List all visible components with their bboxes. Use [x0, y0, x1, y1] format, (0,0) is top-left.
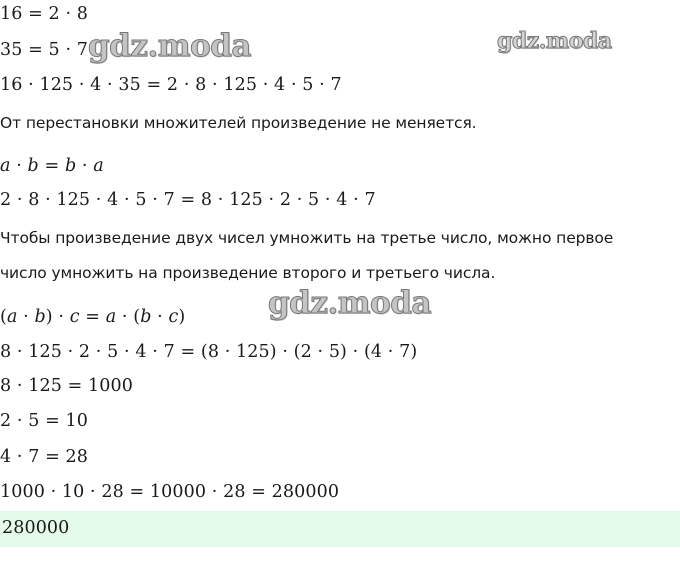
formula-associative: (a · b) · c = a · (b · c)	[0, 307, 186, 327]
equation-reorder: 2 · 8 · 125 · 4 · 5 · 7 = 8 · 125 · 2 · 5 · 4 · 7	[0, 190, 376, 210]
watermark-logo: gdz.moda	[268, 285, 431, 321]
rule-commutative: От перестановки множителей произведение не меняется.	[0, 114, 477, 132]
equation-28: 4 · 7 = 28	[0, 447, 89, 467]
equation-final: 1000 · 10 · 28 = 10000 · 28 = 280000	[0, 482, 340, 502]
watermark-logo: gdz.moda	[88, 28, 251, 64]
equation-10: 2 · 5 = 10	[0, 411, 89, 431]
equation-group: 8 · 125 · 2 · 5 · 4 · 7 = (8 · 125) · (2 · 5) · (4 · 7)	[0, 342, 418, 362]
rule-associative-line-2: число умножить на произведение второго и третьего числа.	[0, 264, 496, 282]
answer-box	[0, 511, 680, 547]
equation-1000: 8 · 125 = 1000	[0, 376, 133, 396]
watermark-logo: gdz.moda	[497, 28, 612, 54]
equation-35: 35 = 5 · 7	[0, 40, 89, 60]
equation-expand: 16 · 125 · 4 · 35 = 2 · 8 · 125 · 4 · 5 · 7	[0, 75, 342, 95]
rule-associative-line-1: Чтобы произведение двух чисел умножить на третье число, можно первое	[0, 229, 614, 247]
equation-16: 16 = 2 · 8	[0, 4, 89, 24]
answer-value: 280000	[2, 518, 70, 538]
formula-commutative: a · b = b · a	[0, 156, 104, 176]
